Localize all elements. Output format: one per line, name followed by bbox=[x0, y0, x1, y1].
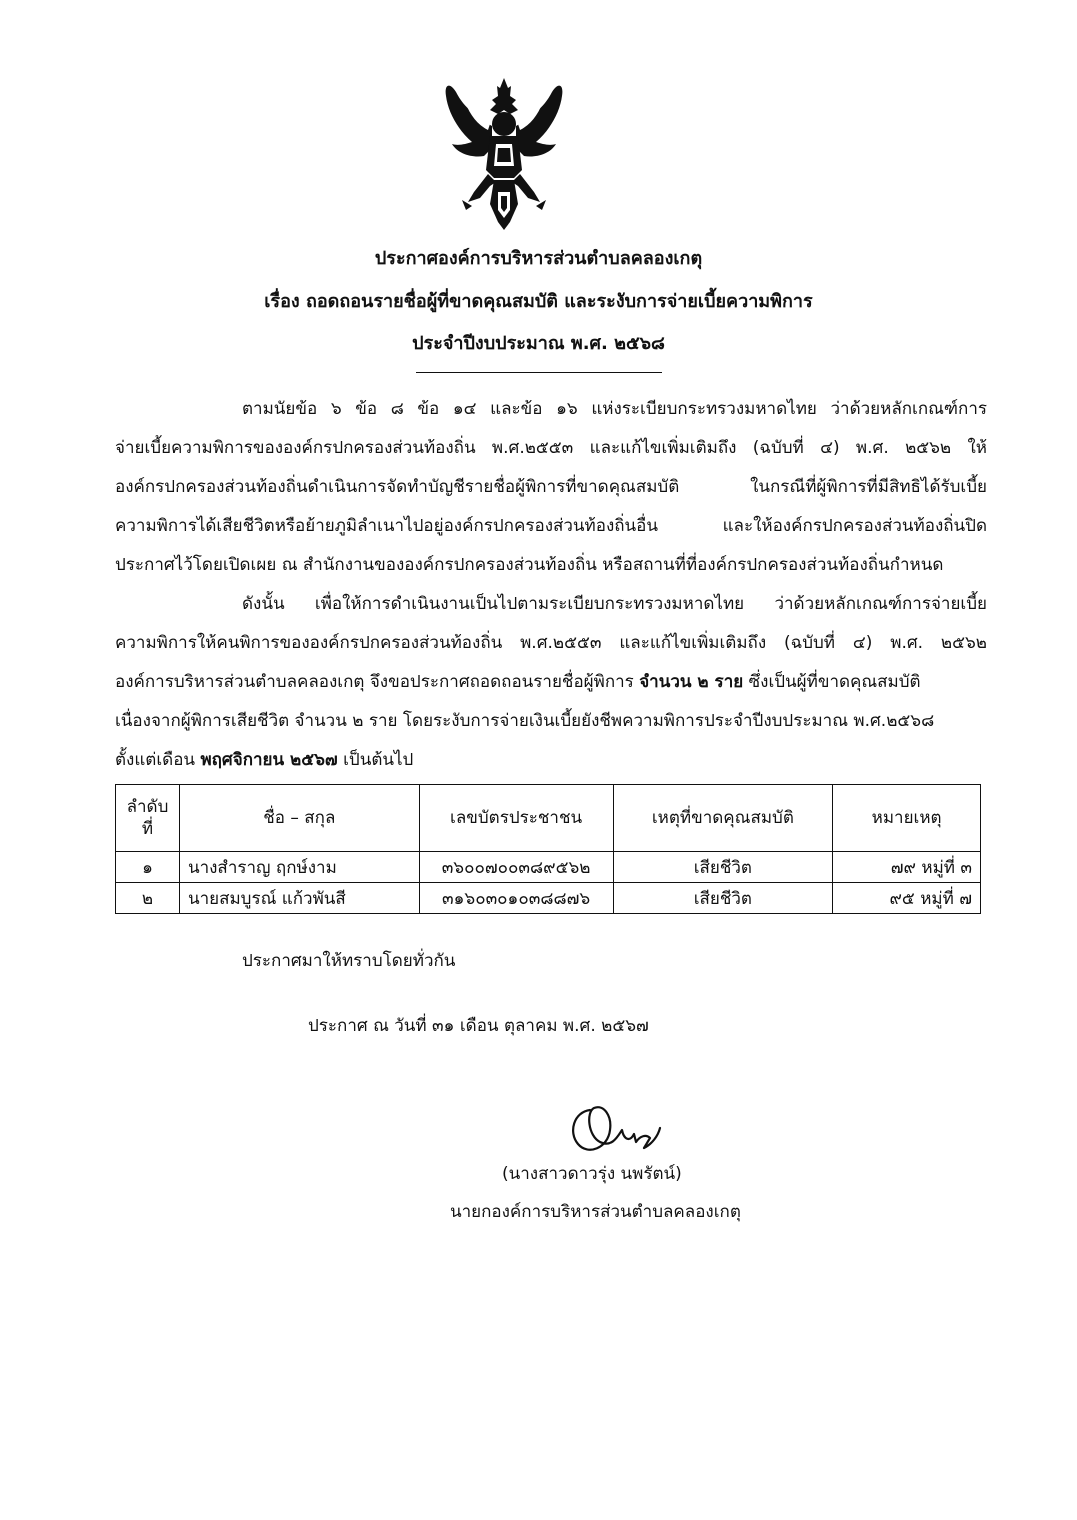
cell-note: ๙๕ หมู่ที่ ๗ bbox=[833, 883, 981, 914]
cell-name: นางสำราญ ฤกษ์งาม bbox=[179, 852, 419, 883]
cell-name: นายสมบูรณ์ แก้วพันสี bbox=[179, 883, 419, 914]
text-run: ซึ่งเป็นผู้ที่ขาดคุณสมบัติ bbox=[743, 672, 921, 692]
signer-name: (นางสาวดาวรุ่ง นพรัตน์) bbox=[502, 1164, 682, 1184]
header-no bbox=[116, 785, 180, 852]
paragraph-line: ความพิการให้คนพิการขององค์กรปกครองส่วนท้องถิ่น พ.ศ.๒๕๕๓ และแก้ไขเพิ่มเติมถึง (ฉบับที่ ๔) พ.ศ. ๒๕๖๒ bbox=[115, 633, 987, 653]
header-note: หมายเหตุ bbox=[833, 785, 981, 852]
cell-no: ๒ bbox=[116, 883, 180, 914]
fiscal-year: ประจำปีงบประมาณ พ.ศ. ๒๕๖๘ bbox=[412, 333, 665, 354]
paragraph-line: เนื่องจากผู้พิการเสียชีวิต จำนวน ๒ ราย โดยระงับการจ่ายเงินเบี้ยยังชีพความพิการประจำปีงบประมาณ พ.ศ.๒๕๖๘ bbox=[115, 711, 935, 731]
cell-no: ๑ bbox=[116, 852, 180, 883]
header-no-line1: ลำดับ bbox=[126, 797, 169, 817]
cell-id: ๓๑๖๐๓๐๑๐๓๘๘๗๖ bbox=[419, 883, 613, 914]
paragraph-line: ดังนั้น เพื่อให้การดำเนินงานเป็นไปตามระเบียบกระทรวงมหาดไทย ว่าด้วยหลักเกณฑ์การจ่ายเบี้ย bbox=[242, 594, 987, 614]
month-emphasis: พฤศจิกายน ๒๕๖๗ bbox=[200, 750, 338, 770]
table-row bbox=[116, 852, 981, 883]
paragraph-line bbox=[115, 670, 987, 694]
cell-note: ๗๙ หมู่ที่ ๓ bbox=[833, 852, 981, 883]
garuda-emblem-icon bbox=[438, 74, 570, 234]
header-id: เลขบัตรประชาชน bbox=[419, 785, 613, 852]
closing-announcement: ประกาศมาให้ทราบโดยทั่วกัน bbox=[242, 951, 456, 971]
announcement-subject: เรื่อง ถอดถอนรายชื่อผู้ที่ขาดคุณสมบัติ และระงับการจ่ายเบี้ยความพิการ bbox=[264, 291, 813, 312]
paragraph-line: จ่ายเบี้ยความพิการขององค์กรปกครองส่วนท้องถิ่น พ.ศ.๒๕๕๓ และแก้ไขเพิ่มเติมถึง (ฉบับที่ ๔) พ.ศ. ๒๕๖๒ ให้ bbox=[115, 438, 987, 458]
table-row bbox=[116, 883, 981, 914]
paragraph-line: องค์กรปกครองส่วนท้องถิ่นดำเนินการจัดทำบัญชีรายชื่อผู้พิการที่ขาดคุณสมบัติ ในกรณีที่ผู้พิการที่มีสิทธิได้รับเบี้ย bbox=[115, 477, 987, 497]
table-header-row bbox=[116, 785, 981, 852]
paragraph-line bbox=[115, 748, 987, 772]
cell-reason: เสียชีวิต bbox=[613, 883, 833, 914]
header-no-line2: ที่ bbox=[141, 819, 154, 839]
announcement-date: ประกาศ ณ วันที่ ๓๑ เดือน ตุลาคม พ.ศ. ๒๕๖๗ bbox=[308, 1016, 649, 1036]
paragraph-line: ความพิการได้เสียชีวิตหรือย้ายภูมิลำเนาไปอยู่องค์กรปกครองส่วนท้องถิ่นอื่น และให้องค์กรปกครองส่วนท้องถิ่นปิด bbox=[115, 516, 987, 536]
cell-reason: เสียชีวิต bbox=[613, 852, 833, 883]
cell-id: ๓๖๐๐๗๐๐๓๘๙๕๖๒ bbox=[419, 852, 613, 883]
header-reason: เหตุที่ขาดคุณสมบัติ bbox=[613, 785, 833, 852]
text-run: เป็นต้นไป bbox=[337, 750, 414, 770]
paragraph-line: ตามนัยข้อ ๖ ข้อ ๘ ข้อ ๑๔ และข้อ ๑๖ แห่งระเบียบกระทรวงมหาดไทย ว่าด้วยหลักเกณฑ์การ bbox=[242, 399, 987, 419]
title-divider bbox=[416, 372, 662, 373]
signer-position: นายกองค์การบริหารส่วนตำบลคลองเกตุ bbox=[450, 1202, 741, 1222]
text-run: องค์การบริหารส่วนตำบลคลองเกตุ จึงขอประกาศถอดถอนรายชื่อผู้พิการ bbox=[115, 672, 640, 692]
removal-table bbox=[115, 784, 981, 914]
count-emphasis: จำนวน ๒ ราย bbox=[639, 672, 744, 692]
handwritten-signature-icon bbox=[560, 1096, 700, 1166]
text-run: ตั้งแต่เดือน bbox=[115, 750, 201, 770]
announcement-title: ประกาศองค์การบริหารส่วนตำบลคลองเกตุ bbox=[374, 248, 703, 269]
paragraph-line: ประกาศไว้โดยเปิดเผย ณ สำนักงานขององค์กรปกครองส่วนท้องถิ่น หรือสถานที่ที่องค์กรปกครองส่วนท้องถิ่นกำหนด bbox=[115, 555, 944, 575]
header-name: ชื่อ – สกุล bbox=[179, 785, 419, 852]
